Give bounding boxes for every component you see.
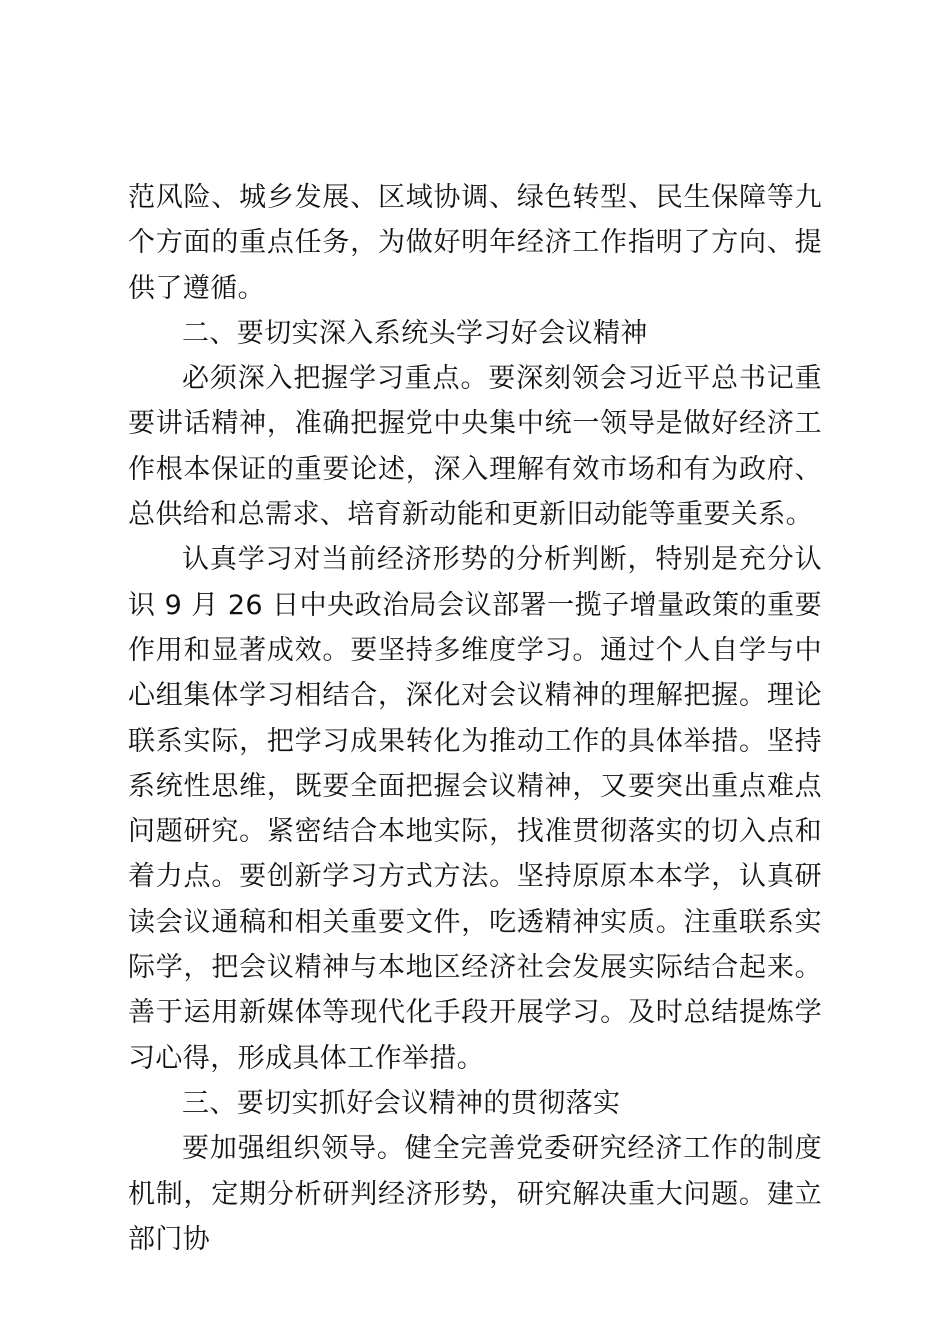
continuation-paragraph: 范风险、城乡发展、区域协调、绿色转型、民生保障等九个方面的重点任务，为做好明年经济工作指明了方向、提供了遵循。 [128, 182, 822, 304]
section-heading-two: 二、要切实深入系统头学习好会议精神 [182, 317, 648, 349]
body-paragraph: 必须深入把握学习重点。要深刻领会习近平总书记重要讲话精神，准确把握党中央集中统一领导是做好经济工作根本保证的重要论述，深入理解有效市场和有为政府、总供给和总需求、培育新动能和更新旧动能等重要关系。 [128, 363, 822, 531]
section-heading-three: 三、要切实抓好会议精神的贯彻落实 [182, 1087, 621, 1119]
body-paragraph: 认真学习对当前经济形势的分析判断，特别是充分认识 9 月 26 日中央政治局会议部署一揽子增量政策的重要作用和显著成效。要坚持多维度学习。通过个人自学与中心组集体学习相结合，深化对会议精神的理解把握。理论联系实际，把学习成果转化为推动工作的具体举措。坚持系统性思维，既要全面把握会议精神，又要突出重点难点问题研究。紧密结合本地实际，找准贯彻落实的切入点和着力点。要创新学习方式方法。坚持原原本本学，认真研读会议通稿和相关重要文件，吃透精神实质。注重联系实际学，把会议精神与本地区经济社会发展实际结合起来。善于运用新媒体等现代化手段开展学习。及时总结提炼学习心得，形成具体工作举措。 [128, 544, 822, 1074]
body-paragraph: 要加强组织领导。健全完善党委研究经济工作的制度机制，定期分析研判经济形势，研究解决重大问题。建立部门协 [128, 1133, 822, 1255]
document-body [128, 175, 822, 1262]
